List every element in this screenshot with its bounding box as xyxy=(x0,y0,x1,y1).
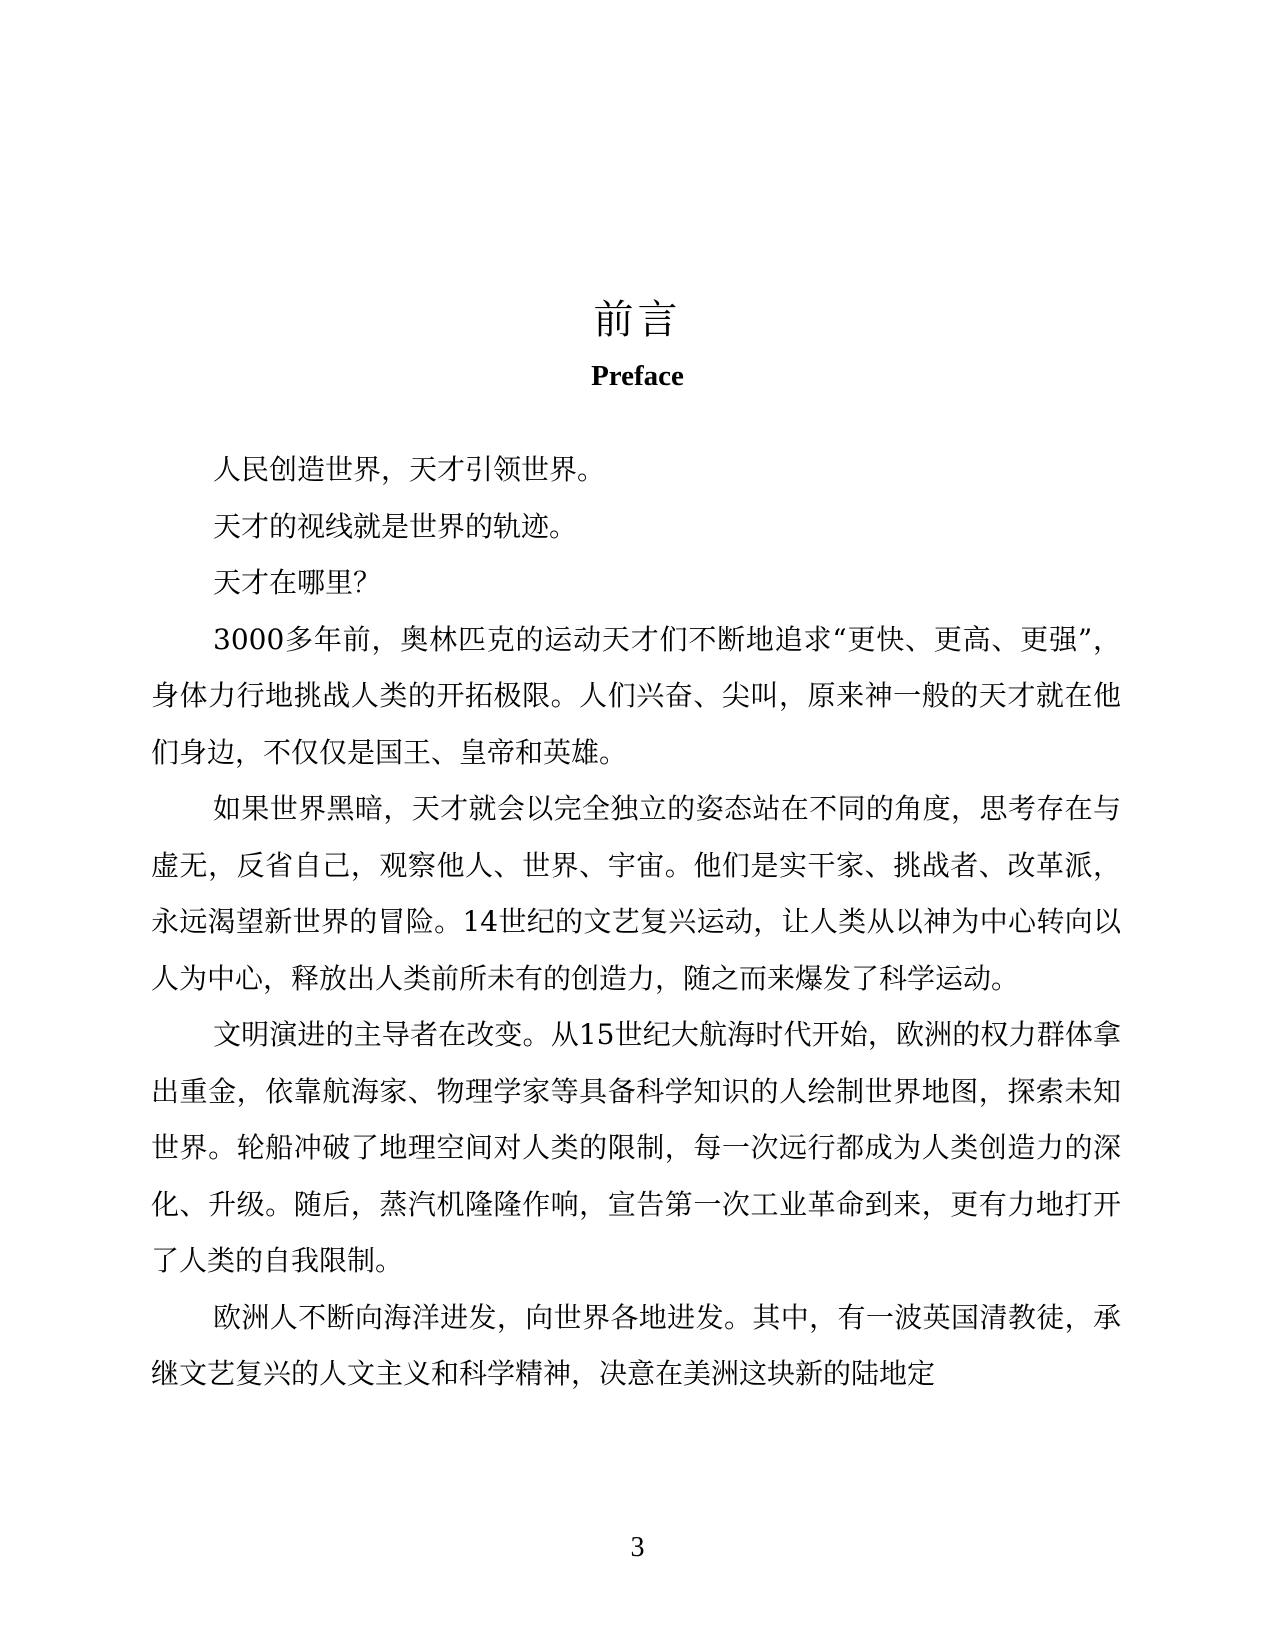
chapter-title-english: Preface xyxy=(591,360,684,392)
chapter-title-chinese: 前言 xyxy=(593,297,682,343)
paragraph: 欧洲人不断向海洋进发，向世界各地进发。其中，有一波英国清教徒，承继文艺复兴的人文主义和科学精神，决意在美洲这块新的陆地定 xyxy=(151,1300,1121,1390)
paragraph: 如果世界黑暗，天才就会以完全独立的姿态站在不同的角度，思考存在与虚无，反省自己，观察他人、世界、宇宙。他们是实干家、挑战者、改革派，永远渴望新世界的冒险。14世纪的文艺复兴运动，让人类从以神为中心转向以人为中心，释放出人类前所未有的创造力，随之而来爆发了科学运动。 xyxy=(151,792,1121,995)
body-text xyxy=(151,442,1121,1403)
paragraph: 文明演进的主导者在改变。从15世纪大航海时代开始，欧洲的权力群体拿出重金，依靠航海家、物理学家等具备科学知识的人绘制世界地图，探索未知世界。轮船冲破了地理空间对人类的限制，每一次远行都成为人类创造力的深化、升级。随后，蒸汽机隆隆作响，宣告第一次工业革命到来，更有力地打开了人类的自我限制。 xyxy=(151,1018,1121,1277)
page-number: 3 xyxy=(630,1532,645,1563)
paragraph: 3000多年前，奥林匹克的运动天才们不断地追求“更快、更高、更强”，身体力行地挑战人类的开拓极限。人们兴奋、尖叫，原来神一般的天才就在他们身边，不仅仅是国王、皇帝和英雄。 xyxy=(151,622,1121,769)
paragraph: 天才的视线就是世界的轨迹。 xyxy=(213,509,578,543)
paragraph: 天才在哪里？ xyxy=(213,566,382,599)
paragraph: 人民创造世界，天才引领世界。 xyxy=(213,453,606,486)
